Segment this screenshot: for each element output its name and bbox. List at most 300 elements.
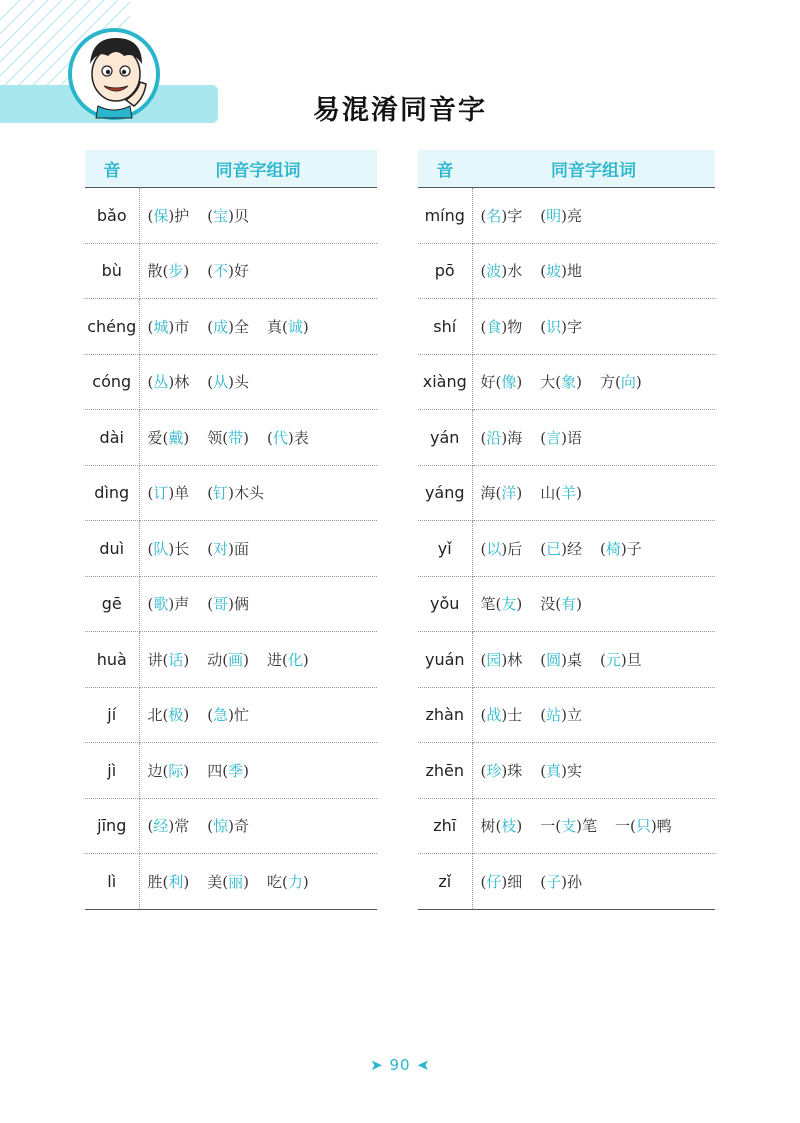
word-fragment: ) [516,595,523,614]
pinyin-cell: yǐ [418,521,472,577]
filled-character: 言 [546,428,562,447]
filled-character: 波 [486,262,502,281]
word-fragment: )子 [620,539,642,558]
word-fragment: ) [576,484,582,503]
word-fragment: ) [302,317,309,336]
word-fragment: ) [183,428,190,447]
words-cell [139,687,377,743]
word-fragment: )物 [501,317,523,336]
filled-character: 椅 [605,539,621,558]
word-item [540,815,597,836]
word-fragment: ( [147,317,154,336]
word-fragment: ( [207,539,214,558]
word-item [540,538,582,559]
words-cell [139,465,377,521]
word-item [481,815,523,836]
word-fragment: 领( [207,428,229,447]
word-fragment: )珠 [501,761,523,780]
word-fragment: 吃( [266,872,288,891]
word-fragment: ( [540,206,547,225]
words-cell [139,410,377,466]
pinyin-cell: duì [85,521,139,577]
word-fragment: )旦 [620,650,642,669]
word-fragment: ( [540,761,547,780]
filled-character: 钉 [213,484,229,503]
pinyin-cell: huà [85,632,139,688]
pinyin-cell: yáng [418,465,472,521]
word-fragment: ( [540,872,547,891]
filled-character: 沿 [486,428,502,447]
header-words: 同音字组词 [139,150,377,188]
words-cell [472,743,715,799]
word-fragment: )水 [501,262,523,281]
table-row [418,743,715,799]
pinyin-cell: míng [418,188,472,244]
pinyin-cell: lì [85,854,139,910]
word-item [481,205,523,226]
word-item [600,538,642,559]
word-fragment: ( [147,595,154,614]
word-fragment: ( [540,317,547,336]
word-fragment: ) [516,817,523,836]
word-item [148,704,190,725]
word-fragment: 好( [480,373,502,392]
word-item [148,760,190,781]
words-cell [472,576,715,632]
filled-character: 订 [153,484,169,503]
filled-character: 哥 [213,595,229,614]
word-fragment: ( [540,706,547,725]
word-item [207,260,249,281]
word-fragment: )贝 [228,206,249,225]
pinyin-cell: yǒu [418,576,472,632]
table-row [418,188,715,244]
pinyin-cell: cóng [85,354,139,410]
filled-character: 诚 [287,317,303,336]
word-item [540,482,582,503]
word-item [148,482,190,503]
pinyin-cell: gē [85,576,139,632]
word-fragment: ( [480,706,487,725]
words-cell [472,854,715,910]
word-fragment: 真( [266,317,288,336]
pinyin-cell: shí [418,299,472,355]
filled-character: 像 [501,373,517,392]
word-fragment: ( [480,206,487,225]
word-item [207,538,249,559]
word-fragment: ( [147,373,154,392]
word-item [267,427,309,448]
filled-character: 圆 [546,650,562,669]
filled-character: 坡 [546,262,562,281]
filled-character: 步 [168,262,184,281]
word-fragment: ( [207,373,214,392]
pinyin-cell: jì [85,743,139,799]
word-fragment: )常 [168,817,190,836]
filled-character: 真 [546,761,562,780]
word-item [540,760,582,781]
words-cell [139,743,377,799]
page-number-text: 90 [389,1056,411,1074]
word-item [600,649,642,670]
word-fragment: )桌 [561,650,582,669]
word-fragment: ( [599,650,606,669]
word-fragment: )单 [168,484,190,503]
word-item [148,371,190,392]
pinyin-cell: jīng [85,798,139,854]
word-fragment: ( [480,761,487,780]
filled-character: 话 [168,650,184,669]
word-fragment: )经 [561,539,582,558]
word-fragment: 动( [207,650,229,669]
table-row [418,465,715,521]
word-fragment: ) [243,650,249,669]
word-item [615,815,672,836]
word-fragment: 四( [207,761,229,780]
word-item [148,260,190,281]
filled-character: 戴 [168,428,184,447]
word-fragment: )奇 [228,817,249,836]
table-row [418,576,715,632]
words-cell [472,299,715,355]
word-item [207,427,249,448]
filled-character: 元 [605,650,621,669]
word-item [207,371,249,392]
filled-character: 已 [546,539,562,558]
pinyin-cell: bǎo [85,188,139,244]
word-item [481,760,523,781]
word-fragment: ( [207,706,214,725]
word-fragment: ) [183,262,190,281]
pinyin-cell: zhàn [418,687,472,743]
word-fragment: ( [147,206,154,225]
word-fragment: ( [266,428,273,447]
filled-character: 化 [287,650,303,669]
word-item [267,649,309,670]
pinyin-cell: dài [85,410,139,466]
word-fragment: 树( [480,817,502,836]
word-fragment: ) [576,373,582,392]
word-item [148,316,190,337]
word-item [207,760,249,781]
word-item [148,649,190,670]
filled-character: 带 [228,428,244,447]
filled-character: 急 [213,706,229,725]
word-item [148,427,190,448]
words-cell [472,354,715,410]
words-cell [472,687,715,743]
word-fragment: ( [480,317,487,336]
word-fragment: 边( [147,761,169,780]
filled-character: 明 [546,206,562,225]
filled-character: 有 [561,595,577,614]
word-fragment: )后 [501,539,523,558]
word-item [148,815,190,836]
filled-character: 季 [228,761,244,780]
filled-character: 利 [168,872,184,891]
word-fragment: ( [480,428,487,447]
word-item [207,871,249,892]
filled-character: 歌 [153,595,169,614]
word-fragment: )海 [501,428,523,447]
filled-character: 代 [272,428,288,447]
words-cell [472,188,715,244]
word-fragment: 讲( [147,650,169,669]
word-item [481,593,523,614]
word-fragment: 一( [540,817,562,836]
word-item [481,538,523,559]
word-fragment: )忙 [228,706,249,725]
filled-character: 队 [153,539,169,558]
pinyin-cell: xiàng [418,354,472,410]
word-fragment: ) [635,373,642,392]
word-item [207,316,249,337]
filled-character: 战 [486,706,502,725]
pinyin-cell: zǐ [418,854,472,910]
word-item [540,371,582,392]
table-row [418,854,715,910]
filled-character: 羊 [561,484,577,503]
word-fragment: 进( [266,650,288,669]
word-fragment: ( [599,539,606,558]
homophone-table-right [418,150,715,910]
filled-character: 成 [213,317,229,336]
word-fragment: )木头 [228,484,264,503]
word-fragment: )市 [168,317,190,336]
words-cell [139,299,377,355]
words-cell [472,410,715,466]
words-cell [472,521,715,577]
word-fragment: )声 [168,595,190,614]
table-row [85,854,377,910]
table-row [85,632,377,688]
word-fragment: 大( [540,373,562,392]
words-cell [139,188,377,244]
word-fragment: 海( [480,484,502,503]
words-cell [139,576,377,632]
word-fragment: )亮 [561,206,582,225]
word-item [540,205,582,226]
pinyin-cell: bù [85,243,139,299]
word-fragment: ) [243,428,249,447]
word-fragment: )面 [228,539,249,558]
table-row [85,576,377,632]
filled-character: 宝 [213,206,229,225]
words-cell [139,354,377,410]
filled-character: 丛 [153,373,169,392]
word-fragment: ) [183,872,190,891]
filled-character: 对 [213,539,229,558]
pinyin-cell: pō [418,243,472,299]
table-row [85,521,377,577]
table-row [85,354,377,410]
word-fragment: ( [147,539,154,558]
filled-character: 城 [153,317,169,336]
filled-character: 丽 [228,872,244,891]
header-words: 同音字组词 [472,150,715,188]
word-item [481,871,523,892]
words-cell [139,798,377,854]
filled-character: 从 [213,373,229,392]
word-fragment: 山( [540,484,562,503]
word-item [540,593,582,614]
word-fragment: )头 [228,373,249,392]
word-fragment: ) [243,761,249,780]
words-cell [139,854,377,910]
filled-character: 力 [287,872,303,891]
table-header-row [418,150,715,188]
filled-character: 极 [168,706,184,725]
filled-character: 站 [546,706,562,725]
word-fragment: ) [516,484,523,503]
word-fragment: ) [243,872,249,891]
word-fragment: 没( [540,595,562,614]
word-fragment: ) [302,872,309,891]
word-fragment: ) [516,373,523,392]
word-fragment: 一( [614,817,636,836]
word-item [481,427,523,448]
word-fragment: ) [576,595,582,614]
word-fragment: ( [480,539,487,558]
words-cell [139,521,377,577]
word-item [148,538,190,559]
word-fragment: 美( [207,872,229,891]
word-item [267,871,309,892]
page-title: 易混淆同音字 [313,95,487,126]
word-fragment: )表 [287,428,309,447]
word-item [481,260,523,281]
word-item [207,205,249,226]
word-fragment: )长 [168,539,190,558]
word-fragment: )护 [168,206,190,225]
word-fragment: )林 [168,373,190,392]
filled-character: 保 [153,206,169,225]
words-cell [472,632,715,688]
words-cell [472,798,715,854]
filled-character: 友 [501,595,517,614]
word-fragment: 胜( [147,872,169,891]
table-row [418,243,715,299]
word-fragment: ( [207,484,214,503]
filled-character: 仔 [486,872,502,891]
arrow-right-icon: ➤ [370,1056,384,1074]
word-fragment: 散( [147,262,169,281]
word-item [540,260,582,281]
word-item [148,205,190,226]
table-row [85,243,377,299]
word-item [148,871,190,892]
pinyin-cell: chéng [85,299,139,355]
word-item [540,649,582,670]
table-row [85,687,377,743]
word-fragment: 爱( [147,428,169,447]
word-item [207,815,249,836]
table-header-row [85,150,377,188]
table-row [418,299,715,355]
word-item [540,316,582,337]
table-row [85,743,377,799]
word-fragment: )孙 [561,872,582,891]
word-fragment: ) [302,650,309,669]
pinyin-cell: zhī [418,798,472,854]
pinyin-cell: dìng [85,465,139,521]
word-fragment: ( [147,484,154,503]
word-fragment: ( [480,650,487,669]
filled-character: 经 [153,817,169,836]
word-fragment: ( [540,539,547,558]
filled-character: 际 [168,761,184,780]
page-number [0,1056,800,1074]
words-cell [139,243,377,299]
table-row [85,465,377,521]
word-item [207,593,249,614]
filled-character: 识 [546,317,562,336]
filled-character: 只 [635,817,651,836]
table-row [418,354,715,410]
word-item [600,371,642,392]
word-fragment: ( [540,428,547,447]
word-fragment: ( [480,872,487,891]
filled-character: 珍 [486,761,502,780]
filled-character: 名 [486,206,502,225]
filled-character: 洋 [501,484,517,503]
word-item [540,704,582,725]
word-fragment: ( [480,262,487,281]
pinyin-cell: yuán [418,632,472,688]
arrow-left-icon: ➤ [416,1056,430,1074]
words-cell [472,243,715,299]
word-item [481,482,523,503]
word-fragment: )地 [561,262,582,281]
word-fragment: 笔( [480,595,502,614]
word-fragment: ( [207,595,214,614]
word-fragment: ( [207,262,214,281]
word-item [481,704,523,725]
filled-character: 向 [620,373,636,392]
word-item [207,704,249,725]
word-fragment: )俩 [228,595,249,614]
word-item [540,427,582,448]
filled-character: 画 [228,650,244,669]
word-item [267,316,309,337]
word-fragment: ( [207,817,214,836]
filled-character: 不 [213,262,229,281]
filled-character: 枝 [501,817,517,836]
table-row [418,410,715,466]
word-item [540,871,582,892]
word-fragment: )全 [228,317,249,336]
table-row [418,798,715,854]
word-fragment: 方( [599,373,621,392]
word-item [481,316,523,337]
word-fragment: )士 [501,706,523,725]
word-fragment: )立 [561,706,582,725]
homophone-table-left [85,150,377,910]
filled-character: 支 [561,817,577,836]
word-fragment: )细 [501,872,523,891]
word-fragment: 北( [147,706,169,725]
word-fragment: )鸭 [650,817,672,836]
words-cell [139,632,377,688]
table-row [85,188,377,244]
table-row [85,410,377,466]
word-item [481,649,523,670]
filled-character: 象 [561,373,577,392]
word-item [148,593,190,614]
word-fragment: ) [183,650,190,669]
table-row [85,798,377,854]
filled-character: 食 [486,317,502,336]
